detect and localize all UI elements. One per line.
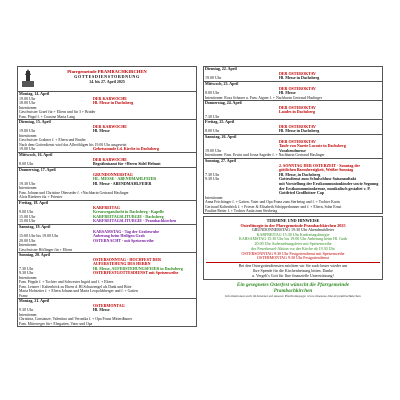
row-time: 19.00 Uhr: [205, 148, 222, 153]
day-date: Dienstag, 15. April: [19, 120, 51, 124]
intention-text: Intentionen: Fam. Erwin und Josna Sageder f. + Nachbarin Gertraud Haslinger: [205, 153, 325, 158]
day-block: [203, 120, 383, 135]
row-event: OSTERFESTGOTTESDIENST mit Speisenweihe: [93, 271, 179, 276]
schedule-title: GOTTESDIENSTORDNUNG: [74, 74, 140, 79]
intention-text: Intentionen:: [19, 105, 38, 110]
row-event: OSTERMONTAG: [93, 303, 125, 308]
row-time: 18.00 Uhr: [19, 101, 36, 106]
row-event: Hl. Messe - ABENDMAHLFEIER: [93, 181, 152, 186]
row-time: 8.00 Uhr: [205, 91, 220, 96]
schedule-header: [17, 66, 197, 92]
day-date: Samstag, 19. April: [19, 225, 51, 229]
row-event: Gebetsstunde f.d. Kirche in Dachsberg: [93, 147, 159, 151]
termine-list: [206, 228, 380, 261]
schedule-row: [205, 191, 381, 196]
intention-text: Intentionen:: [19, 243, 38, 248]
row-time: 8.00 Uhr: [19, 162, 34, 167]
row-event: OSTERSONNTAG - HOCHFEST DER: [93, 257, 161, 262]
row-event: GRÜNDONNERSTAG: [93, 172, 133, 177]
day-date: Donnerstag, 17. April: [19, 168, 56, 172]
row-event: DER OSTEROKTAV: [279, 71, 316, 76]
row-event: DER KARWOCHE: [93, 96, 127, 101]
day-date: Sonntag, 20. April: [19, 253, 50, 257]
intention-text: Fam. Johann und Christine Öberseder f. +Nachbarin Gertraud Haslinger: [19, 190, 129, 195]
intention-text: Geschwister Grabner f. + Eltern und Bruder: [19, 138, 86, 143]
row-time: 15:00 Uhr bis 19.00 Uhr: [19, 234, 59, 239]
day-block: [17, 168, 197, 201]
row-event: DER KARWOCHE: [93, 157, 127, 162]
row-time: 19.30 Uhr: [19, 181, 36, 186]
row-time: 19.00 Uhr: [19, 96, 36, 101]
intention-text: Geschwister Graef für + Eltern und für 3 + Brüder: [19, 110, 96, 115]
row-event: KARFREITAGSLITURGIE - Dachsberg: [93, 214, 164, 219]
day-date: Donnerstag, 24. April: [205, 101, 242, 105]
day-date: Montag, 21. April: [19, 299, 50, 303]
day-date: Mittwoch, 16. April: [19, 153, 53, 157]
schedule-row: [19, 147, 195, 152]
intention-text: Intentionen:: [19, 312, 38, 317]
row-event: Hl. Messe, AUFERSTEHUNGSFEIER in Dachsberg: [93, 266, 183, 271]
schedule-row: [205, 129, 381, 134]
row-event: Hl. Messe: [279, 91, 296, 96]
row-event: Kreuzwegandacht in Dachsberg - Kapelle: [93, 210, 165, 215]
day-block: [203, 159, 383, 214]
schedule-row: [205, 115, 381, 120]
intention-text: Anna Feichtinger f. + Gatten, Vater und Opa Franz zum Sterbetag und f. + Tochter Karin: [205, 200, 340, 205]
schedule-row: [19, 239, 195, 244]
day-block: [17, 299, 197, 327]
row-time: 9.30 Uhr: [19, 271, 34, 276]
row-event: Hl. Messe: [93, 308, 110, 313]
intention-text: Nach dem Gottesdienst wird das Alleröhligen bis 19.00 Uhr ausgesetzt: [19, 142, 127, 147]
day-block: [203, 66, 383, 82]
row-time: 19.00 Uhr: [19, 147, 36, 151]
schedule-row: [19, 129, 195, 134]
intention-text: Intentionen:: [19, 133, 38, 138]
row-event: Gottesdienst zum Schulschluss-Saisonauftakt: [279, 177, 357, 182]
row-event: mit Vorstellung der Erstkommunionkinder sowie Segnung: [279, 181, 379, 186]
row-event: HL. MESSE - ABENDMAHLFEIER: [93, 177, 157, 182]
intention-text: Fam. Leisner / Kaltenböck zu Ehren d. Hl.Schutzengel als Dank und Bitte: [19, 284, 132, 289]
row-event: KARFREITAGSLITURGIE - Prambachkirchen: [93, 219, 177, 224]
donation-line: Bei den Ostergottesdiensten möchten wir Sie auch heuer wieder um: [238, 264, 348, 269]
intention-text: Fam. Pöppl f. + Cousine Maria Lang: [19, 114, 75, 119]
intention-text: Geschwister Höflinger für + Eltern: [19, 247, 73, 252]
row-time: 7.30 Uhr: [205, 172, 220, 177]
termine-heading: TERMINE UND HINWEISE: [266, 218, 320, 223]
schedule-row: [205, 76, 381, 81]
row-event: DER KARWOCHE: [93, 124, 127, 129]
donation-note: [206, 264, 380, 278]
row-event: AUFERSTEHUNG DES HERRN: [93, 262, 151, 267]
row-event: Hl. Messe in Dachsberg: [279, 129, 320, 134]
row-time: 20.00 Uhr: [19, 238, 36, 243]
intention-text: Intentionen:: [205, 195, 224, 200]
row-event: DER OSTEROKTAV: [279, 86, 316, 91]
schedule-row: [19, 271, 195, 276]
termine-line: KARFREITAG 15:30 Uhr Karfreitagsliturgie: [256, 232, 330, 237]
donation-line: u. Vergelt's Gott für Ihre finanzielle Unterstützung!: [252, 273, 334, 278]
termine-line: GRÜNDONNERSTAG 19:30 Uhr Abendmahlfeier: [251, 228, 335, 232]
schedule-row: [19, 101, 195, 106]
divider: [206, 262, 380, 263]
day-date: Sonntag, 27. April: [205, 159, 236, 163]
row-event: OSTERNACHT - mit Speisenweihe: [93, 238, 154, 243]
row-time: 7.30 Uhr: [19, 266, 34, 271]
intention-text: Fam. Mitterreger für+ Ehegatten, Vater und Opa: [19, 321, 93, 326]
termine-line: 20:00 Uhr Auferstehungsfeier mit Speisenweihe: [254, 242, 332, 247]
row-time: 9.00 Uhr: [19, 210, 34, 215]
schedule-row: [19, 219, 195, 224]
date-range: 14. bis 27. April 2025: [89, 79, 125, 84]
intention-text: Intentionen:: [19, 275, 38, 280]
termine-section: [203, 216, 383, 280]
schedule-row: [19, 308, 195, 313]
row-time: 7.30 Uhr: [205, 114, 220, 119]
row-time: 19.00 Uhr: [19, 129, 36, 134]
row-time: 9.30 Uhr: [205, 177, 220, 182]
row-event: Gottfried Großbötzer Cap: [279, 191, 324, 196]
row-event: KARSAMSTAG - Tag der Grabesruhe: [93, 229, 160, 234]
website-info: Informationen auch im Internet auf unserer Pfarrhomepage: www.dioezese-linz.at/prambachkirchen: [225, 294, 361, 298]
day-block: [17, 153, 197, 168]
day-block: [203, 135, 383, 159]
row-event: Hl. Messe in Dachsberg: [93, 101, 134, 106]
footer: [203, 282, 383, 298]
schedule-row: [19, 182, 195, 187]
row-event: DER OSTEROKTAV: [279, 139, 316, 144]
intention-text: Intentionen: Rosa Schauer u. Fam. Aigner f. + Nachbarin Gertraud Haslinger: [205, 95, 322, 100]
row-event: Anbetung beim Heiligen Grab: [93, 234, 145, 239]
day-block: [17, 201, 197, 225]
row-event: göttlichen Barmherzigkeit, Weißer Sonntag: [279, 168, 354, 173]
day-date: Freitag, 25. April: [205, 120, 235, 124]
row-event: der Erstkommunionkreuze, musikalisch gestaltet v. P.: [279, 186, 371, 191]
row-time: 15.00 Uhr: [19, 219, 36, 224]
row-event: Taufe von Naerie Lacoste in Dachsberg: [279, 144, 346, 149]
row-event: Hl. Messe: [93, 129, 110, 134]
row-event: Hl. Messe in Dachsberg: [279, 76, 320, 81]
parish-name: Pfarrgemeinde PRAMBACHKIRCHEN: [67, 69, 147, 74]
day-block: [17, 253, 197, 299]
day-block: [17, 120, 197, 153]
intention-text: Maria Hofstetter f. + Eltern Johann und Maria Leopoldsberger und f. + Gatten: [19, 289, 138, 294]
church-logo-icon: [21, 69, 35, 89]
day-date: Freitag, 18. April: [19, 201, 49, 205]
termine-line: KARSAMSTAG 15:30 Uhr bis 19:00 Uhr Anbetung beim Hl. Grab: [238, 237, 348, 242]
day-block: [17, 92, 197, 120]
day-date: Montag, 14. April: [19, 92, 50, 96]
intention-text: Gertraud Kaltenböck f. + Frieser & Elisabeth Schöpperbunner und f. + Eltern, Sohn Ernst: [205, 204, 342, 209]
intention-text: Alois Riederer für + Priester: [19, 195, 63, 200]
day-date: Dienstag, 22. April: [205, 67, 237, 71]
row-event: 2. SONNTAG DER OSTERZEIT - Sonntag der: [279, 163, 361, 168]
schedule-row: [19, 162, 195, 167]
intention-text: Pauline Reiter f. + Tochter Anita zum Sterbetag: [205, 208, 278, 213]
row-event: Begräbnisamt für +Herrn Sidel Helmut: [93, 162, 161, 167]
termine-subheading: Osterliturgie in der Pfarrgemeinde Prambachkirchen 2025: [240, 223, 346, 228]
termine-line: OSTERMONTAG 9:30 Uhr Festgottesdienst: [256, 256, 329, 261]
row-time: 9.30 Uhr: [19, 308, 34, 313]
row-event: Hl. Messe, in Dachsberg: [279, 172, 321, 177]
intention-text: Christina, Constanze, Valentina und Veronika f. + Opa Franz Mitterdhuner: [19, 317, 133, 322]
day-date: Mittwoch, 23. April: [205, 82, 239, 86]
donation-line: Ihre Spende für die Kirchenheizung bitten. Danke: [253, 269, 333, 274]
day-block: [17, 225, 197, 253]
intention-text: Franz: [19, 293, 28, 298]
row-event: DER OSTEROKTAV: [279, 105, 316, 110]
row-time: 15.00 Uhr: [19, 214, 36, 219]
termine-line: OSTERSONNTAG 9:30 Uhr Festgottesdienst mit Speisenweihe: [241, 251, 345, 256]
row-event: [279, 115, 381, 120]
termine-line: der Feuerkessel-Aktion vor der Kirche ab 19.30 Uhr: [251, 246, 335, 251]
row-event: DER OSTEROKTAV: [279, 124, 316, 129]
row-event: Vorabendmesse: [279, 148, 306, 153]
day-block: [203, 101, 383, 120]
row-time: 19.00 Uhr: [205, 76, 222, 81]
day-date: Samstag, 26. April: [205, 135, 237, 139]
easter-wish: Ein gesegnetes Osterfest wünscht die Pfarrgemeinde: [236, 282, 350, 288]
intention-text: Fam. Pöpple f. + Tochter und Schwester Ingrid und f. + Eltern: [19, 280, 114, 285]
row-event: Laudes in Dachsberg: [279, 110, 316, 115]
row-event: KARFREITAG: [93, 205, 120, 210]
easter-wish-parish: Prambachkirchen: [273, 288, 313, 294]
intention-text: Intentionen:: [19, 186, 38, 191]
day-block: [203, 82, 383, 101]
row-time: 8.00 Uhr: [205, 129, 220, 134]
